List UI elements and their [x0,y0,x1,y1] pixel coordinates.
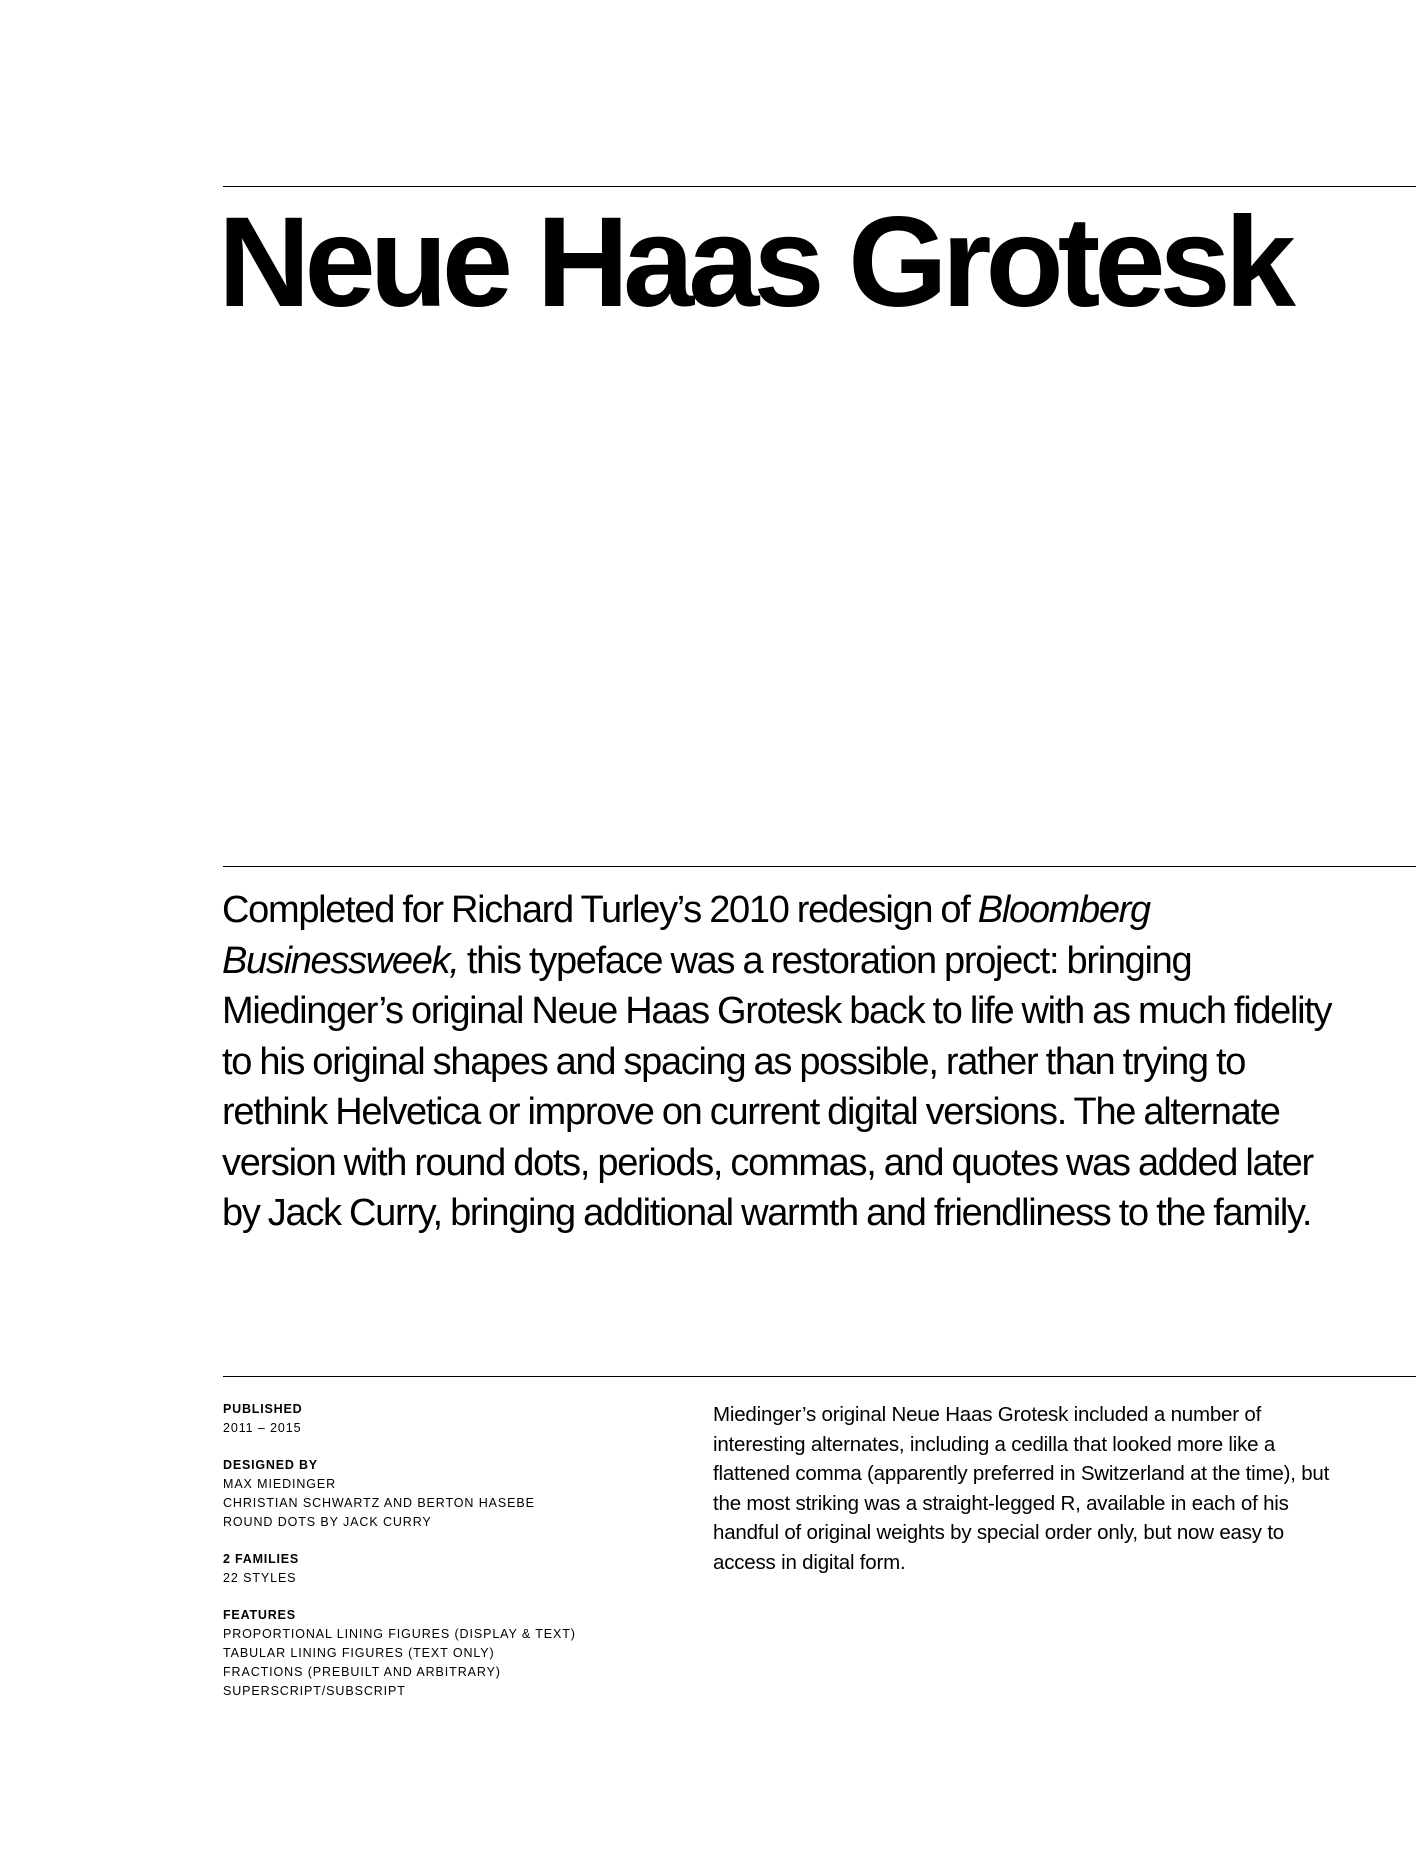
feature-item: FRACTIONS (PREBUILT AND ARBITRARY) [223,1665,501,1679]
page-title: Neue Haas Grotesk [218,191,1290,334]
feature-item: TABULAR LINING FIGURES (TEXT ONLY) [223,1646,495,1660]
specs-column [223,1400,683,1719]
intro-text-start: Completed for Richard Turley’s 2010 redesign of [222,889,978,931]
designer-line: CHRISTIAN SCHWARTZ AND BERTON HASEBE [223,1496,535,1510]
families-group [223,1550,683,1588]
top-divider [223,186,1416,187]
designer-line: MAX MIEDINGER [223,1477,337,1491]
families-label: 2 FAMILIES [223,1552,300,1566]
published-years: 2011 – 2015 [223,1421,302,1435]
designed-by-group [223,1456,683,1532]
features-group [223,1606,683,1701]
features-label: FEATURES [223,1608,296,1622]
feature-item: PROPORTIONAL LINING FIGURES (DISPLAY & TEXT) [223,1627,576,1641]
intro-divider [223,866,1416,867]
designer-line: ROUND DOTS BY JACK CURRY [223,1515,432,1529]
publication-name: Bloomberg Businessweek, [222,889,1150,982]
details-divider [223,1376,1416,1377]
published-group [223,1400,683,1438]
intro-text-rest: this typeface was a restoration project: bringing Miedinger’s original Neue Haas Grotesk back to life with as much fidelity to his original shapes and spacing as possible, rather than trying to rethink Helvetica or improve on current digital versions. The alternate version with round dots, periods, commas, and quotes was added later by Jack Curry, bringing additional warmth and friendliness to the family. [222,939,1332,1234]
published-label: PUBLISHED [223,1402,303,1416]
styles-count: 22 STYLES [223,1571,297,1585]
alternates-note: Miedinger’s original Neue Haas Grotesk included a number of interesting alternates, including a cedilla that looked more like a flattened comma (apparently preferred in Switzerland at the time), but the most striking was a straight-legged R, available in each of his handful of original weights by special order only, but now easy to access in digital form. [713,1403,1330,1574]
feature-item: SUPERSCRIPT/SUBSCRIPT [223,1684,406,1698]
intro-paragraph [222,885,1342,1239]
designed-by-label: DESIGNED BY [223,1458,318,1472]
